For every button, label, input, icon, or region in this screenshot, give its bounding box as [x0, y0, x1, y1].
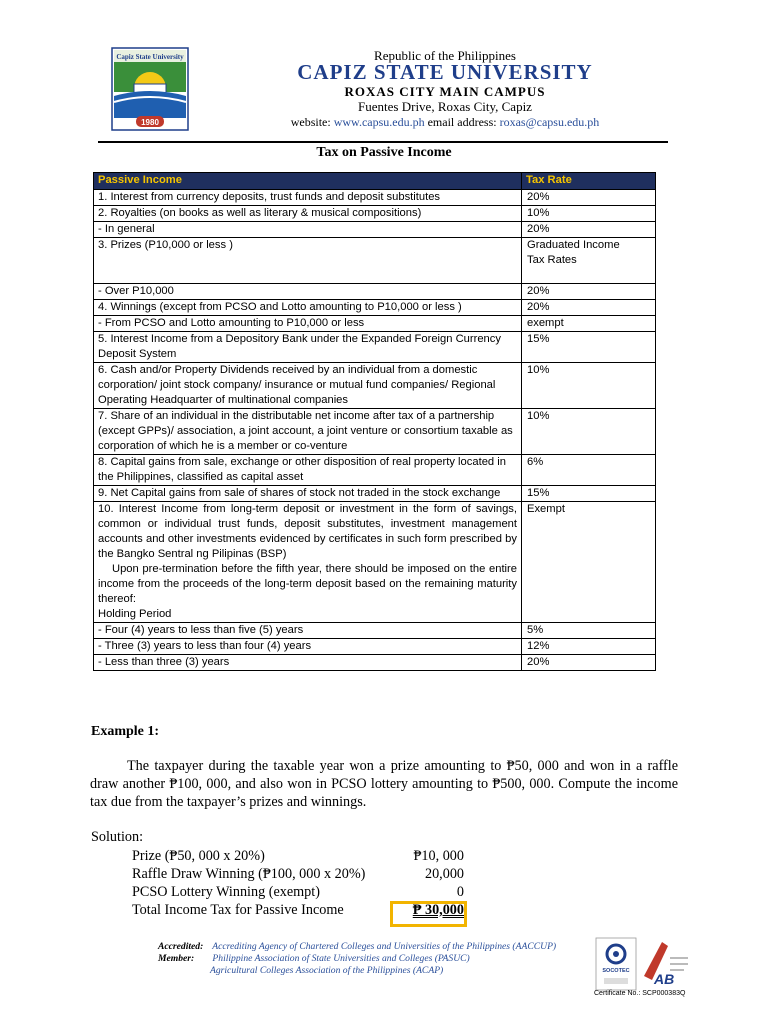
solution-line-label: PCSO Lottery Winning (exempt)	[132, 884, 320, 900]
income-cell: - Four (4) years to less than five (5) years	[94, 623, 522, 639]
footer-accreditation	[158, 941, 556, 977]
col-tax-rate: Tax Rate	[522, 173, 656, 190]
rate-cell: 20%	[522, 300, 656, 316]
rate-cell: 15%	[522, 486, 656, 502]
income-cell: - In general	[94, 222, 522, 238]
income-cell-para2: Upon pre-termination before the fifth year, there should be imposed on the entire income from the proceeds of the long-term deposit based on the remaining maturity thereof:	[98, 563, 517, 605]
income-cell-para1: 10. Interest Income from long-term deposit or investment in the form of savings, common or individual trust funds, deposit substitutes, investment management accounts and other investments evidenced by certificates in such form prescribed by the Bangko Sentral ng Pilipinas (BSP)	[98, 503, 517, 560]
accredited-label: Accredited:	[158, 941, 204, 952]
rate-cell: 15%	[522, 332, 656, 363]
rate-cell: 5%	[522, 623, 656, 639]
campus-address: Fuentes Drive, Roxas City, Capiz	[358, 99, 532, 114]
solution-line-amount: 0	[427, 884, 464, 902]
solution-line-label: Raffle Draw Winning (₱100, 000 x 20%)	[132, 866, 366, 882]
rate-cell: 20%	[522, 284, 656, 300]
income-cell: 9. Net Capital gains from sale of shares of stock not traded in the stock exchange	[94, 486, 522, 502]
solution-line	[132, 884, 464, 902]
solution-line	[132, 866, 464, 884]
rate-cell: 20%	[522, 655, 656, 671]
income-cell: 1. Interest from currency deposits, trust funds and deposit substitutes	[94, 190, 522, 206]
table-row	[94, 190, 656, 206]
rate-cell: 12%	[522, 639, 656, 655]
table-row	[94, 222, 656, 238]
rate-cell: exempt	[522, 316, 656, 332]
solution-total-label: Total Income Tax for Passive Income	[132, 902, 344, 918]
logo-year: 1980	[141, 118, 159, 127]
total-highlight-box	[390, 901, 467, 927]
member-label: Member:	[158, 953, 195, 964]
income-cell-para3: Holding Period	[98, 608, 172, 620]
table-row	[94, 655, 656, 671]
solution-line-amount: ₱10, 000	[413, 848, 464, 864]
table-row	[94, 206, 656, 222]
republic-line: Republic of the Philippines	[374, 48, 516, 63]
income-cell: 2. Royalties (on books as well as literary & musical compositions)	[94, 206, 522, 222]
example-title: Example 1:	[91, 724, 160, 739]
income-cell: 3. Prizes (P10,000 or less )	[94, 238, 522, 284]
rate-cell: 20%	[522, 222, 656, 238]
solution-line-amount: 20,000	[424, 866, 464, 882]
income-cell: 5. Interest Income from a Depository Bank under the Expanded Foreign Currency Deposit System	[94, 332, 522, 363]
rate-cell: Exempt	[522, 502, 656, 623]
university-logo	[110, 46, 190, 132]
income-cell: 8. Capital gains from sale, exchange or other disposition of real property located in the Philippines, classified as capital asset	[94, 455, 522, 486]
rate-cell: 6%	[522, 455, 656, 486]
campus-name: ROXAS CITY MAIN CAMPUS	[344, 84, 546, 99]
table-row	[94, 300, 656, 316]
table-header-row	[94, 173, 656, 190]
table-row	[94, 639, 656, 655]
member-value-1: Philippine Association of State Universities and Colleges (PASUC)	[212, 953, 470, 964]
solution-line-label: Prize (₱50, 000 x 20%)	[132, 848, 265, 864]
income-cell: 4. Winnings (except from PCSO and Lotto amounting to P10,000 or less )	[94, 300, 522, 316]
document-title: Tax on Passive Income	[316, 145, 452, 160]
socotec-text: SOCOTEC	[602, 968, 630, 974]
logo-text: Capiz State University	[116, 53, 184, 61]
col-passive-income: Passive Income	[94, 173, 522, 190]
table-row	[94, 623, 656, 639]
table-row	[94, 409, 656, 455]
contact-line	[210, 115, 680, 130]
accredited-value: Accrediting Agency of Chartered Colleges and Universities of the Philippines (AACCUP)	[212, 941, 557, 952]
website-label: website:	[290, 115, 331, 129]
rate-cell: 20%	[522, 190, 656, 206]
example-body: The taxpayer during the taxable year won a prize amounting to ₱50, 000 and won in a raffle draw another ₱100, 000, and also won in PCSO lottery amounting to ₱500, 000. Compute the income tax due from the taxpayer’s prizes and winnings.	[90, 758, 678, 810]
income-cell	[94, 502, 522, 623]
member-value-2: Agricultural Colleges Association of the Philippines (ACAP)	[210, 965, 444, 976]
ab-mark: AB	[654, 971, 675, 987]
table-row	[94, 332, 656, 363]
table-row	[94, 455, 656, 486]
solution-line	[132, 848, 464, 866]
income-cell: - Three (3) years to less than four (4) years	[94, 639, 522, 655]
email-link[interactable]: roxas@capsu.edu.ph	[499, 115, 600, 129]
table-row	[94, 284, 656, 300]
table-row	[94, 363, 656, 409]
income-cell: 6. Cash and/or Property Dividends received by an individual from a domestic corporation/ joint stock company/ insurance or mutual fund companies/ Regional Operating Headquarter of multinational companies	[94, 363, 522, 409]
income-cell: - Less than three (3) years	[94, 655, 522, 671]
university-name: CAPIZ STATE UNIVERSITY	[297, 60, 593, 84]
income-cell: - Over P10,000	[94, 284, 522, 300]
website-link[interactable]: www.capsu.edu.ph	[333, 115, 425, 129]
rate-cell: Graduated Income Tax Rates	[522, 238, 656, 284]
table-row	[94, 502, 656, 623]
table-row	[94, 238, 656, 284]
certificate-number: Certificate No.: SCP000383Q	[594, 990, 686, 997]
rate-cell: 10%	[522, 363, 656, 409]
income-cell: - From PCSO and Lotto amounting to P10,000 or less	[94, 316, 522, 332]
email-label: email address:	[427, 115, 497, 129]
solution-total-amount: ₱ 30,000	[412, 902, 464, 918]
table-row	[94, 316, 656, 332]
passive-income-table	[93, 172, 656, 671]
table-row	[94, 486, 656, 502]
rate-cell: 10%	[522, 206, 656, 222]
income-cell: 7. Share of an individual in the distributable net income after tax of a partnership (except GPPs)/ association, a joint account, a joint venture or consortium taxable as corporation of which he is a member or co-venture	[94, 409, 522, 455]
rate-cell: 10%	[522, 409, 656, 455]
solution-label: Solution:	[91, 829, 144, 845]
header-divider	[98, 141, 668, 143]
